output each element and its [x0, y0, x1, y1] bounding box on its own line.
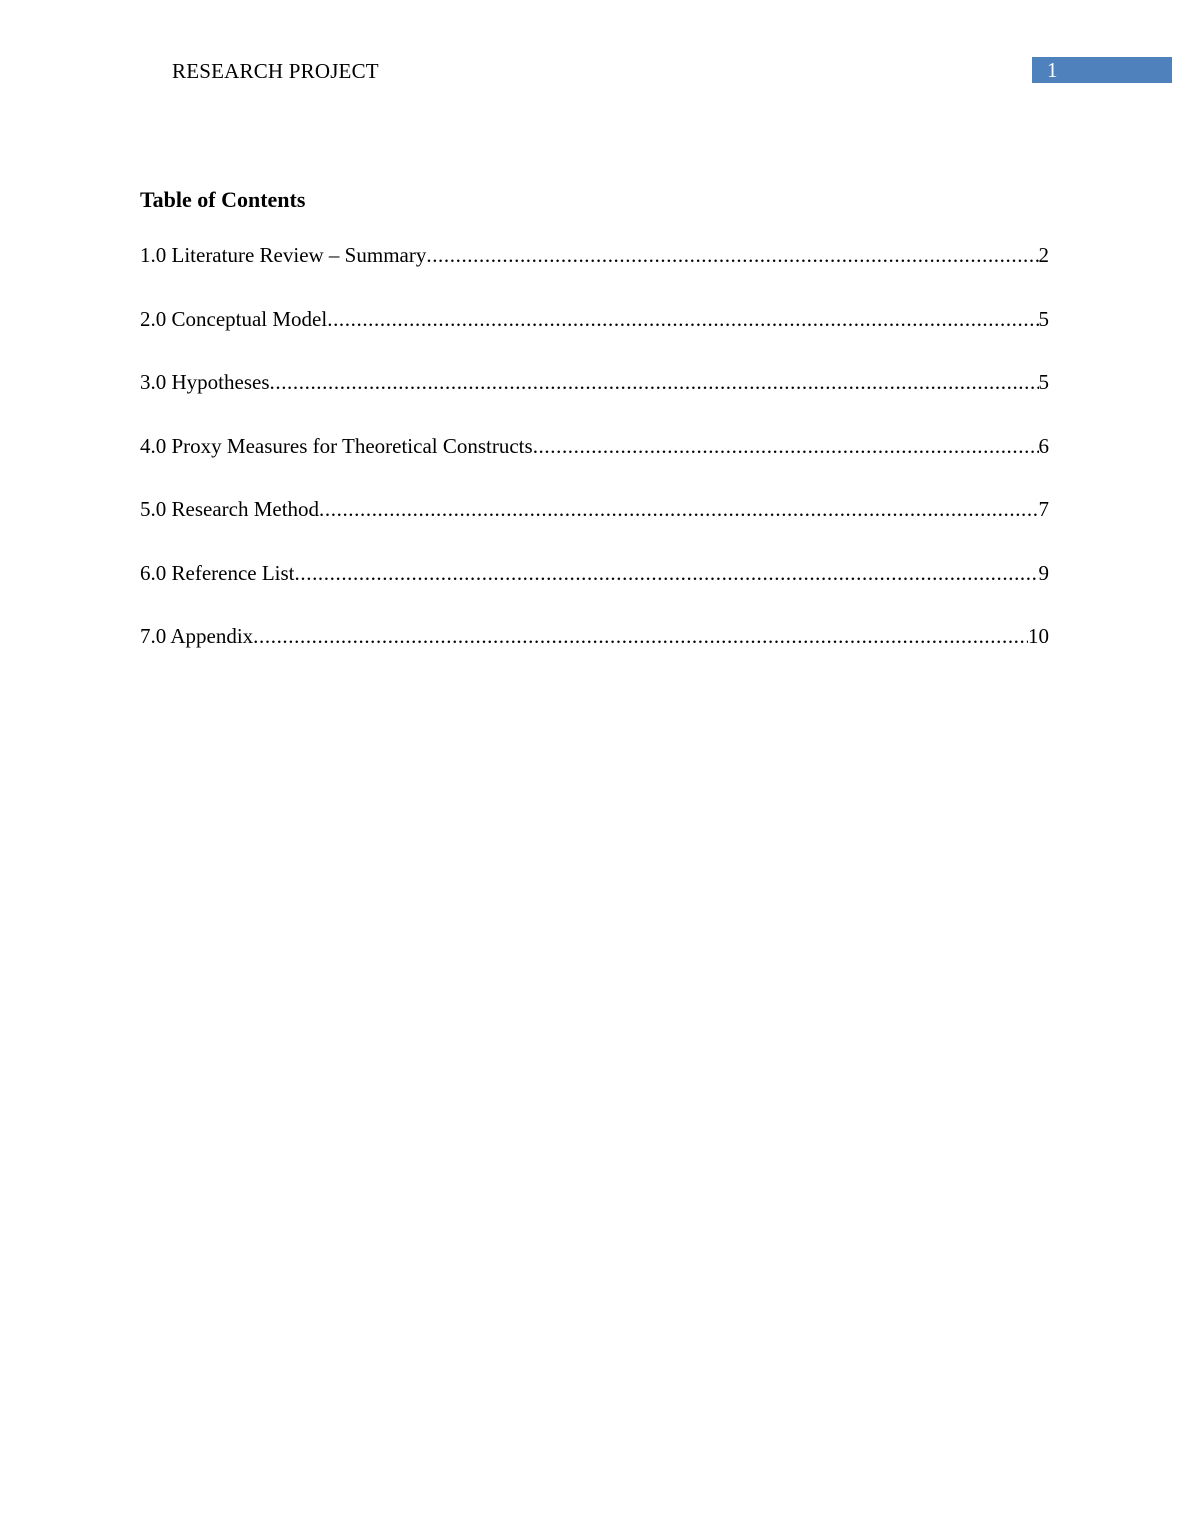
toc-entry-page: 6	[1038, 433, 1049, 458]
toc-entry-label: 1.0 Literature Review – Summary	[140, 243, 427, 267]
toc-entry[interactable]	[140, 431, 1049, 461]
toc-dot-leader	[270, 367, 1039, 397]
page-number-badge: 1	[1032, 57, 1172, 83]
toc-entry-label: 2.0 Conceptual Model	[140, 306, 328, 331]
toc-entry[interactable]	[140, 304, 1049, 334]
toc-entry-page: 10	[1028, 624, 1049, 648]
toc-entry[interactable]	[140, 240, 1049, 270]
toc-entry-label: 6.0 Reference List	[140, 560, 295, 585]
running-header-title: RESEARCH PROJECT	[172, 59, 379, 83]
toc-dot-leader	[327, 304, 1038, 334]
toc-entry-label: 5.0 Research Method	[140, 497, 320, 521]
toc-heading: Table of Contents	[140, 187, 306, 212]
toc-dot-leader	[295, 558, 1039, 588]
toc-list	[140, 240, 1049, 651]
toc-entry-page: 5	[1038, 306, 1049, 331]
toc-dot-leader	[319, 494, 1038, 524]
toc-entry-page: 9	[1038, 560, 1049, 585]
table-of-contents	[140, 185, 1049, 685]
toc-entry[interactable]	[140, 621, 1049, 651]
toc-entry[interactable]	[140, 558, 1049, 588]
toc-entry-page: 7	[1038, 497, 1049, 521]
toc-entry[interactable]	[140, 494, 1049, 524]
toc-entry-label: 7.0 Appendix	[140, 624, 254, 648]
toc-dot-leader	[533, 431, 1039, 461]
toc-dot-leader	[253, 621, 1028, 651]
toc-dot-leader	[426, 240, 1038, 270]
toc-entry-label: 3.0 Hypotheses	[140, 370, 270, 394]
toc-entry-page: 5	[1038, 370, 1049, 394]
toc-entry[interactable]	[140, 367, 1049, 397]
toc-entry-page: 2	[1038, 243, 1049, 267]
toc-entry-label: 4.0 Proxy Measures for Theoretical Constructs	[140, 433, 533, 458]
